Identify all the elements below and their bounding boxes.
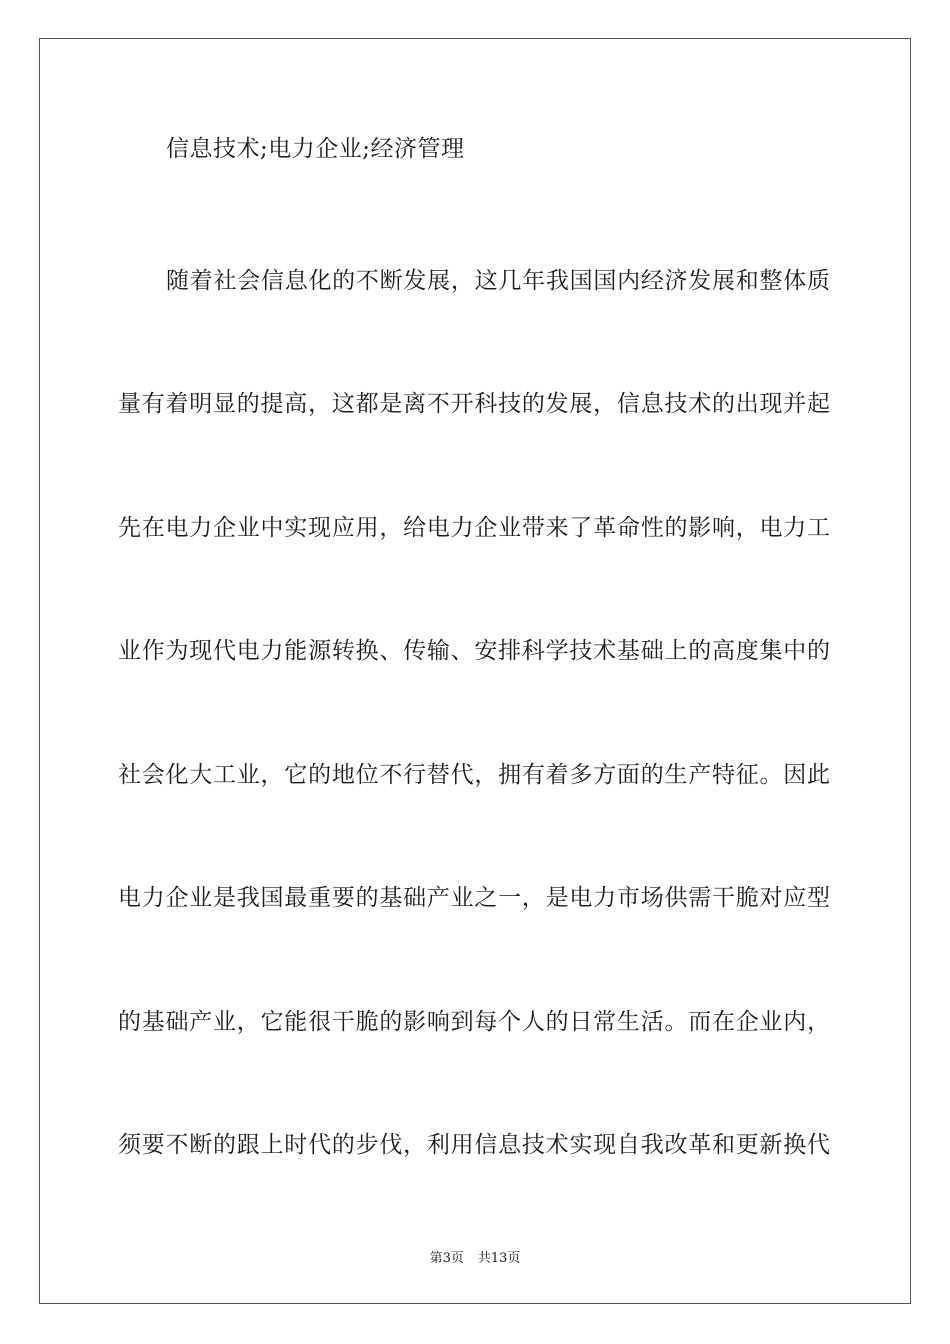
paragraph-line: 先在电力企业中实现应用，给电力企业带来了革命性的影响，电力工 — [118, 515, 830, 541]
page-border — [39, 38, 911, 1304]
keywords-line: 信息技术;电力企业;经济管理 — [166, 136, 465, 162]
paragraph-line: 社会化大工业，它的地位不行替代，拥有着多方面的生产特征。因此 — [118, 762, 830, 788]
paragraph-line: 量有着明显的提高，这都是离不开科技的发展，信息技术的出现并起 — [118, 391, 830, 417]
paragraph-line: 的基础产业，它能很干脆的影响到每个人的日常生活。而在企业内， — [118, 1009, 830, 1035]
paragraph-line: 随着社会信息化的不断发展，这几年我国国内经济发展和整体质 — [166, 268, 830, 294]
total-pages: 共13页 — [477, 1251, 521, 1266]
paragraph-line: 业作为现代电力能源转换、传输、安排科学技术基础上的高度集中的 — [118, 638, 830, 664]
page-number: 第3页 — [429, 1251, 464, 1266]
page-footer — [0, 1247, 950, 1266]
paragraph-line: 电力企业是我国最重要的基础产业之一，是电力市场供需干脆对应型 — [118, 885, 830, 911]
paragraph-line: 须要不断的跟上时代的步伐，利用信息技术实现自我改革和更新换代 — [118, 1132, 830, 1158]
